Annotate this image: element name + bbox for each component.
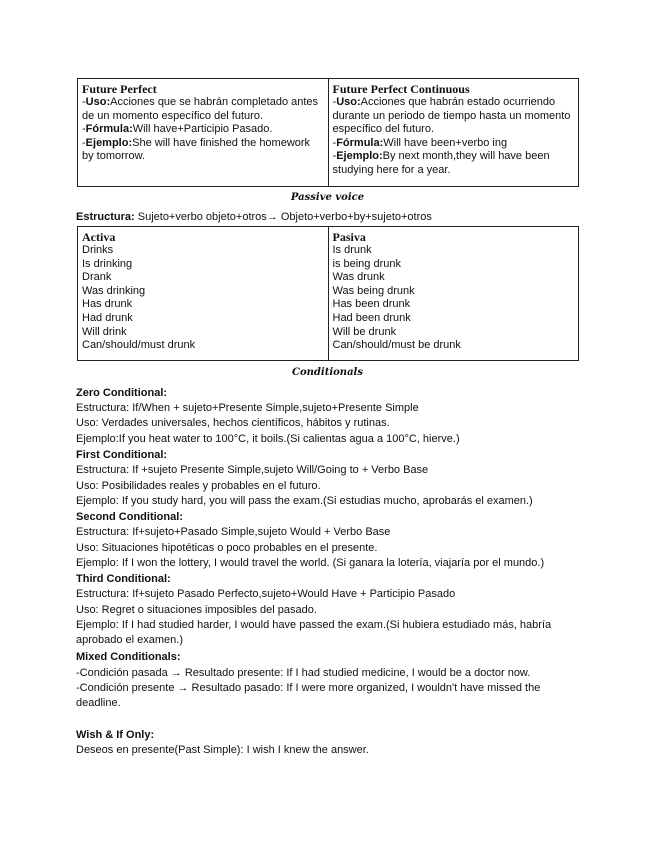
future-perfect-ejemplo: -Ejemplo:She will have finished the homework by tomorrow.: [82, 136, 311, 163]
zero-conditional-uso: Uso: Verdades universales, hechos científicos, hábitos y rutinas.: [76, 417, 390, 429]
future-tenses-table: [77, 78, 579, 187]
future-perfect-uso: -Uso:Acciones que se habrán completado antes de un momento específico del futuro.: [82, 96, 319, 122]
wish-line1: Deseos en presente(Past Simple): I wish I knew the answer.: [76, 744, 369, 756]
pasiva-item: Is drunk: [332, 244, 372, 256]
conditionals-heading: Conditionals: [292, 367, 363, 378]
activa-item: Has drunk: [82, 298, 133, 311]
mixed-conditionals-title: Mixed Conditionals:: [76, 651, 181, 663]
activa-item: Can/should/must drunk: [82, 339, 196, 352]
future-perfect-continuous-formula: -Fórmula:Will have been+verbo ing: [332, 136, 508, 149]
third-conditional-uso: Uso: Regret o situaciones imposibles del pasado.: [76, 604, 317, 616]
mixed-conditionals-line2: -Condición presente → Resultado pasado: If I were more organized, I wouldn't have missed the deadline.: [76, 682, 541, 709]
activa-column: [78, 227, 329, 361]
third-conditional-ejemplo: Ejemplo: If I had studied harder, I would have passed the exam.(Si hubiera estudiado más, habría aprobado el examen.): [76, 619, 552, 646]
first-conditional-uso: Uso: Posibilidades reales y probables en el futuro.: [76, 480, 321, 492]
future-perfect-continuous-title: Future Perfect Continuous: [332, 82, 470, 96]
pasiva-item: Has been drunk: [332, 298, 411, 311]
first-conditional-estructura: Estructura: If +sujeto Presente Simple,sujeto Will/Going to + Verbo Base: [76, 464, 429, 476]
future-perfect-continuous-cell: [328, 79, 578, 187]
pasiva-item: Can/should/must be drunk: [332, 339, 461, 352]
zero-conditional-ejemplo: Ejemplo:If you heat water to 100°C, it boils.(Si calientas agua a 100°C, hierve.): [76, 433, 460, 445]
passive-voice-heading: Passive voice: [290, 192, 365, 203]
activa-item: Is drinking: [82, 257, 133, 270]
activa-header: Activa: [82, 230, 116, 244]
zero-conditional-title: Zero Conditional:: [76, 387, 168, 399]
passive-estructura: Estructura: Sujeto+verbo objeto+otros→ Objeto+verbo+by+sujeto+otros: [76, 211, 432, 223]
future-perfect-continuous-ejemplo: -Ejemplo:By next month,they will have been studying here for a year.: [332, 150, 550, 176]
pasiva-item: Was drunk: [332, 271, 385, 284]
second-conditional-uso: Uso: Situaciones hipotéticas o poco probables en el presente.: [76, 542, 378, 554]
pasiva-item: Was being drunk: [332, 284, 415, 297]
first-conditional-ejemplo: Ejemplo: If you study hard, you will pass the exam.(Si estudias mucho, aprobarás el examen.): [76, 495, 533, 507]
second-conditional-ejemplo: Ejemplo: If I won the lottery, I would travel the world. (Si ganara la lotería, viajaría por el mundo.): [76, 557, 545, 569]
pasiva-header: Pasiva: [332, 230, 366, 244]
third-conditional-estructura: Estructura: If+sujeto Pasado Perfecto,sujeto+Would Have + Participio Pasado: [76, 588, 456, 600]
pasiva-item: Had been drunk: [332, 311, 411, 324]
activa-item: Drank: [82, 271, 112, 284]
activa-item: Had drunk: [82, 311, 133, 324]
second-conditional-title: Second Conditional:: [76, 511, 183, 523]
wish-title: Wish & If Only:: [76, 729, 155, 741]
future-perfect-continuous-uso: -Uso:Acciones que habrán estado ocurriendo durante un periodo de tiempo hasta un momento específico del futuro.: [332, 96, 571, 136]
pasiva-item: is being drunk: [332, 257, 401, 270]
first-conditional-title: First Conditional:: [76, 449, 168, 461]
third-conditional-title: Third Conditional:: [76, 573, 171, 585]
future-perfect-formula: -Fórmula:Will have+Participio Pasado.: [82, 123, 273, 136]
future-perfect-title: Future Perfect: [82, 82, 157, 96]
mixed-conditionals-line1: -Condición pasada → Resultado presente: If I had studied medicine, I would be a doctor now.: [76, 667, 531, 679]
future-perfect-cell: [78, 79, 329, 187]
activa-item: Was drinking: [82, 284, 146, 297]
activa-item: Will drink: [82, 325, 127, 338]
second-conditional-estructura: Estructura: If+sujeto+Pasado Simple,sujeto Would + Verbo Base: [76, 526, 391, 538]
passive-voice-table: [77, 226, 579, 361]
pasiva-item: Will be drunk: [332, 325, 397, 338]
zero-conditional-estructura: Estructura: If/When + sujeto+Presente Simple,sujeto+Presente Simple: [76, 402, 419, 414]
activa-item: Drinks: [82, 244, 114, 256]
pasiva-column: [328, 227, 579, 361]
